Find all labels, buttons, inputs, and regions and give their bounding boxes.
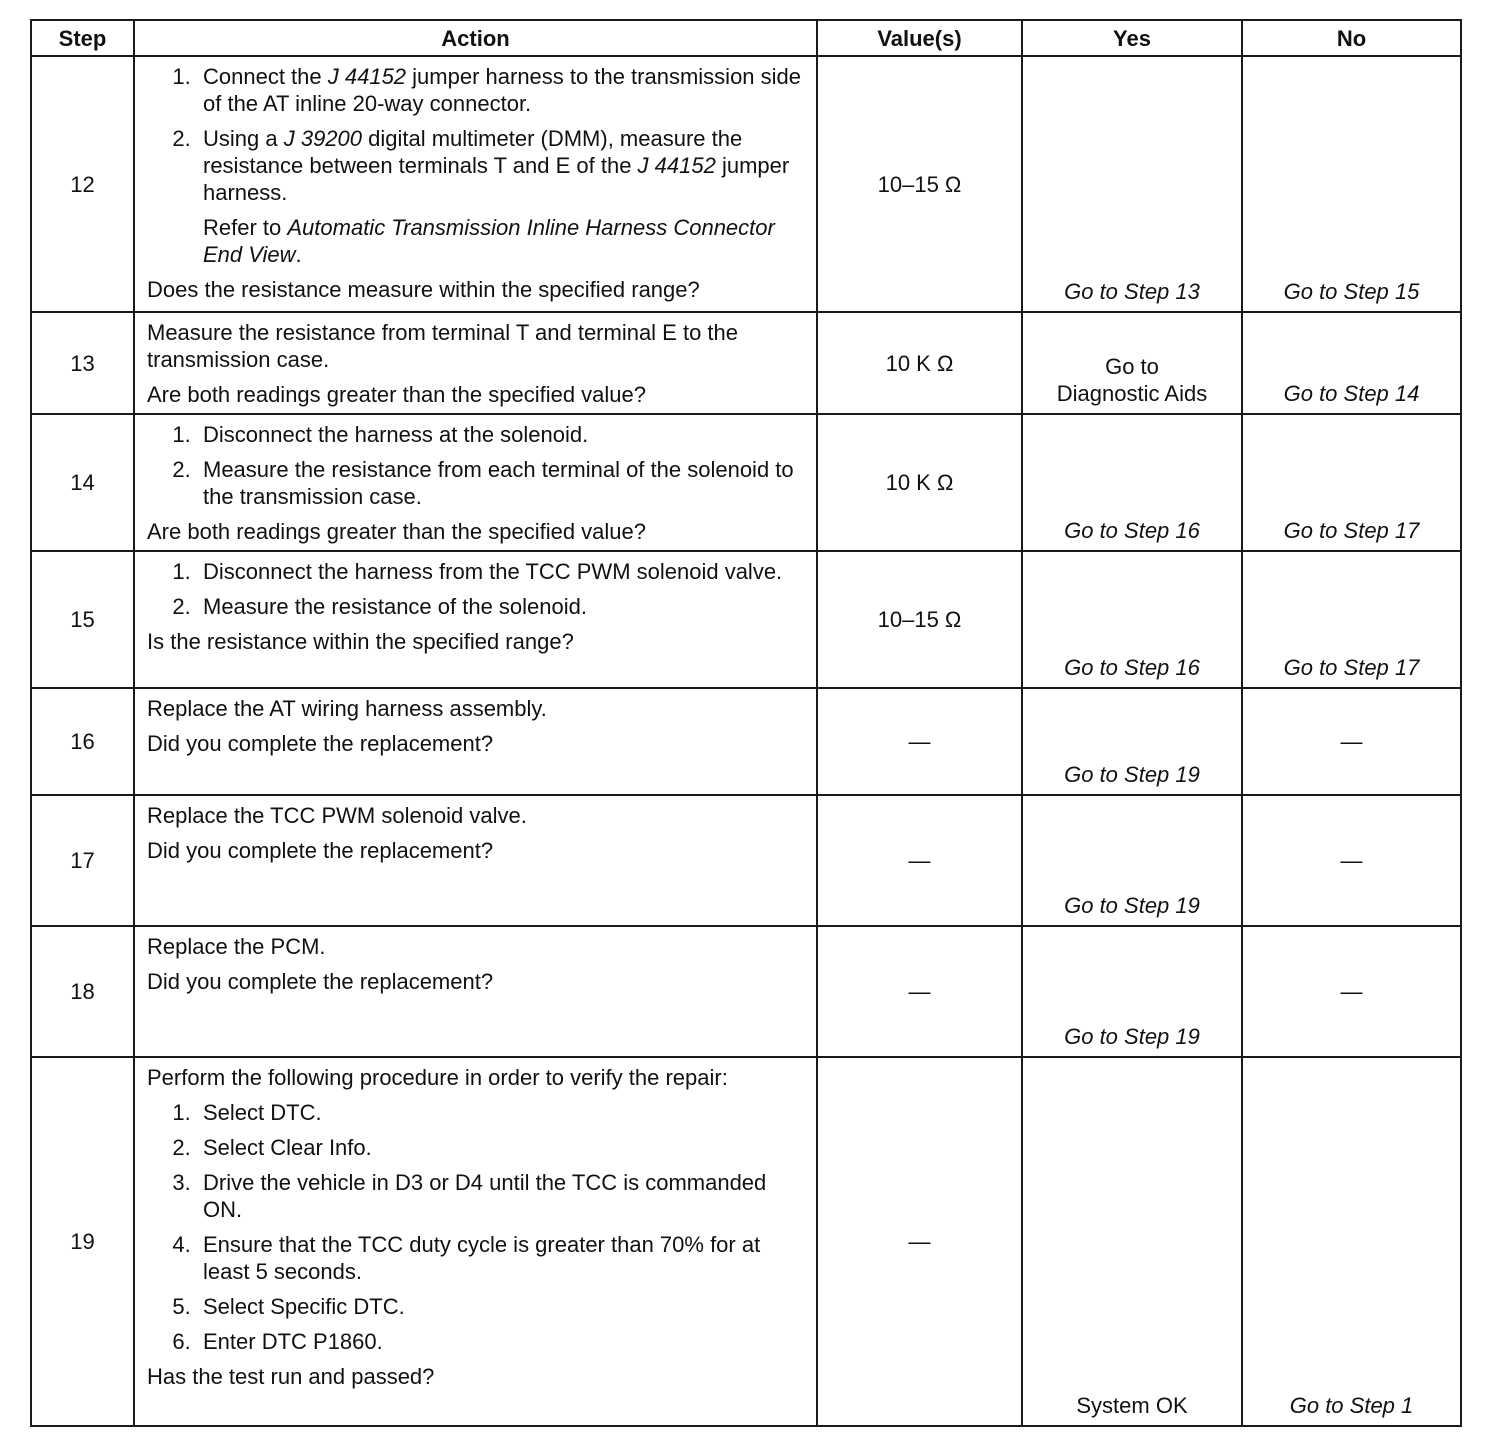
- value-cell: —: [817, 795, 1022, 926]
- action-text: Replace the TCC PWM solenoid valve.: [147, 803, 527, 828]
- action-cell: [134, 795, 817, 926]
- yes-link[interactable]: Go to Step 19: [1022, 688, 1242, 795]
- yes-link-line2: Diagnostic Aids: [1056, 381, 1208, 406]
- list-item: 3. Drive the vehicle in D3 or D4 until the TCC is commanded ON.: [172, 1170, 767, 1222]
- yes-link[interactable]: Go to Step 16: [1022, 414, 1242, 551]
- table-row: [31, 795, 1461, 926]
- list-item: 5. Select Specific DTC.: [172, 1294, 405, 1319]
- no-link[interactable]: Go to Step 17: [1242, 414, 1461, 551]
- header-yes: Yes: [1022, 20, 1242, 56]
- list-item: 1. Select DTC.: [172, 1100, 322, 1125]
- yes-result: System OK: [1022, 1057, 1242, 1426]
- action-question: Did you complete the replacement?: [147, 731, 494, 756]
- action-question: Did you complete the replacement?: [147, 838, 494, 863]
- action-list: [147, 1099, 806, 1355]
- step-number: 18: [31, 926, 134, 1057]
- reference-note: Refer to Automatic Transmission Inline Harness Connector End View.: [203, 215, 775, 267]
- action-cell: [134, 56, 817, 312]
- header-values: Value(s): [817, 20, 1022, 56]
- no-value: —: [1242, 688, 1461, 795]
- action-list: [147, 421, 806, 510]
- value-cell: 10 K Ω: [817, 312, 1022, 414]
- action-question: Are both readings greater than the specified value?: [147, 382, 646, 407]
- table-row: [31, 414, 1461, 551]
- list-item: 2. Measure the resistance of the solenoid.: [172, 594, 588, 619]
- yes-link[interactable]: [1022, 312, 1242, 414]
- action-question: Did you complete the replacement?: [147, 969, 494, 994]
- step-number: 16: [31, 688, 134, 795]
- no-link[interactable]: Go to Step 1: [1242, 1057, 1461, 1426]
- action-question: Has the test run and passed?: [147, 1364, 435, 1389]
- yes-link[interactable]: Go to Step 16: [1022, 551, 1242, 688]
- action-cell: [134, 688, 817, 795]
- yes-link-line1: Go to: [1105, 354, 1159, 379]
- value-cell: —: [817, 926, 1022, 1057]
- list-item: 4. Ensure that the TCC duty cycle is greater than 70% for at least 5 seconds.: [172, 1232, 761, 1284]
- list-item: 6. Enter DTC P1860.: [172, 1329, 383, 1354]
- action-cell: [134, 1057, 817, 1426]
- value-cell: 10 K Ω: [817, 414, 1022, 551]
- step-number: 14: [31, 414, 134, 551]
- action-list: [147, 63, 806, 206]
- step-number: 13: [31, 312, 134, 414]
- action-text: Replace the AT wiring harness assembly.: [147, 696, 547, 721]
- table-row: [31, 1057, 1461, 1426]
- step-number: 17: [31, 795, 134, 926]
- action-cell: [134, 414, 817, 551]
- step-number: 12: [31, 56, 134, 312]
- action-text: Perform the following procedure in order to verify the repair:: [147, 1065, 728, 1090]
- table-row: [31, 56, 1461, 312]
- action-question: Are both readings greater than the specified value?: [147, 519, 646, 544]
- list-item: 2. Select Clear Info.: [172, 1135, 372, 1160]
- action-question: Does the resistance measure within the specified range?: [147, 277, 700, 302]
- action-question: Is the resistance within the specified range?: [147, 629, 574, 654]
- list-item: 1. Disconnect the harness at the solenoid.: [172, 422, 589, 447]
- header-step: Step: [31, 20, 134, 56]
- yes-link[interactable]: Go to Step 19: [1022, 926, 1242, 1057]
- no-link[interactable]: Go to Step 14: [1242, 312, 1461, 414]
- header-no: No: [1242, 20, 1461, 56]
- action-cell: [134, 312, 817, 414]
- header-row: [31, 20, 1461, 56]
- value-cell: —: [817, 1057, 1022, 1426]
- step-number: 15: [31, 551, 134, 688]
- no-link[interactable]: Go to Step 17: [1242, 551, 1461, 688]
- header-action: Action: [134, 20, 817, 56]
- no-value: —: [1242, 926, 1461, 1057]
- yes-link[interactable]: Go to Step 19: [1022, 795, 1242, 926]
- action-cell: [134, 551, 817, 688]
- action-list: [147, 558, 806, 620]
- list-item: 2. Using a J 39200 digital multimeter (DMM), measure the resistance between terminals T and E of the J 44152 jumper harness.: [172, 126, 790, 205]
- no-value: —: [1242, 795, 1461, 926]
- table-row: [31, 688, 1461, 795]
- step-number: 19: [31, 1057, 134, 1426]
- list-item: 2. Measure the resistance from each terminal of the solenoid to the transmission case.: [172, 457, 794, 509]
- value-cell: —: [817, 688, 1022, 795]
- table-row: [31, 312, 1461, 414]
- action-text: Replace the PCM.: [147, 934, 326, 959]
- action-text: Measure the resistance from terminal T and terminal E to the transmission case.: [147, 320, 739, 372]
- value-cell: 10–15 Ω: [817, 551, 1022, 688]
- list-item: 1. Connect the J 44152 jumper harness to the transmission side of the AT inline 20-way connector.: [172, 64, 802, 116]
- table-row: [31, 926, 1461, 1057]
- value-cell: 10–15 Ω: [817, 56, 1022, 312]
- no-link[interactable]: Go to Step 15: [1242, 56, 1461, 312]
- list-item: 1. Disconnect the harness from the TCC PWM solenoid valve.: [172, 559, 783, 584]
- yes-link[interactable]: Go to Step 13: [1022, 56, 1242, 312]
- action-cell: [134, 926, 817, 1057]
- table-row: [31, 551, 1461, 688]
- diagnostic-table: [30, 19, 1462, 1427]
